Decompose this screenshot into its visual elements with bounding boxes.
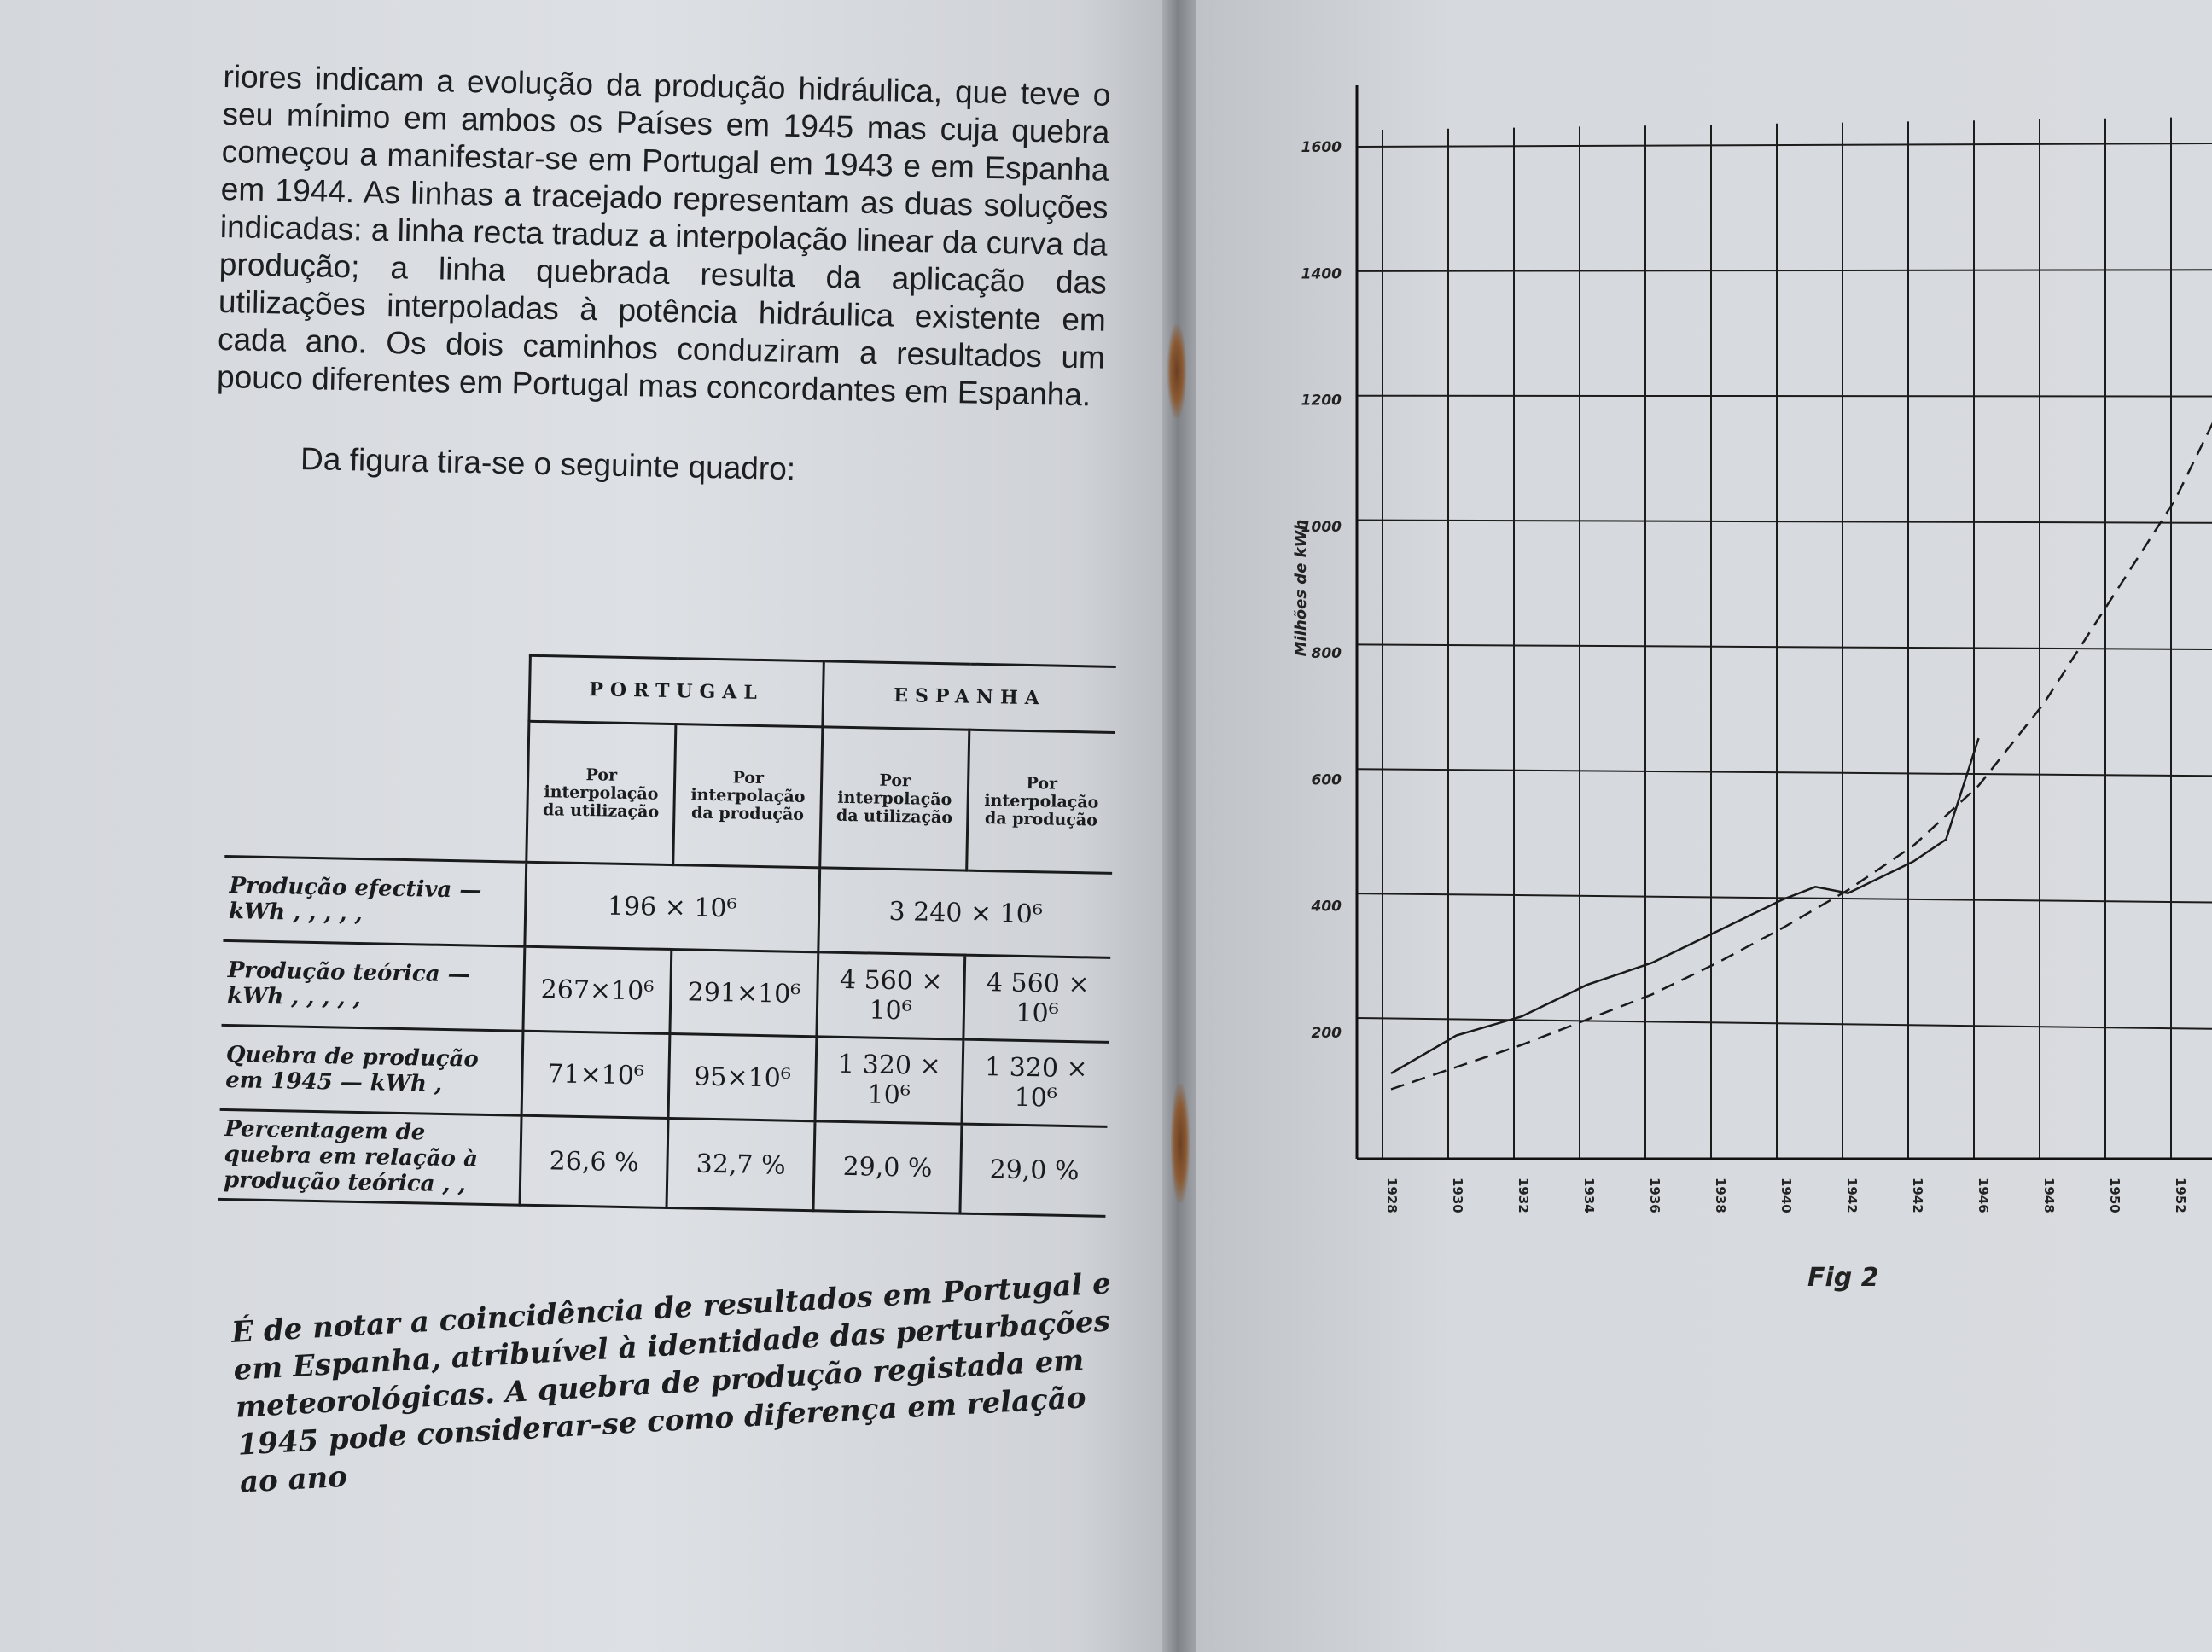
x-tick-label: 1934 — [1581, 1178, 1597, 1213]
binding-stitch-top — [1167, 324, 1186, 418]
table-row — [218, 1109, 1108, 1216]
y-tick-label: 1200 — [1301, 392, 1342, 410]
table-cell: 32,7 % — [667, 1118, 815, 1210]
table-cell: 71×10⁶ — [521, 1031, 670, 1118]
x-tick-label: 1952 — [2173, 1178, 2188, 1213]
x-tick-label: 1928 — [1384, 1178, 1400, 1213]
x-tick-label: 1938 — [1713, 1178, 1728, 1213]
y-tick-label: 400 — [1311, 898, 1342, 916]
y-tick-label: 1000 — [1301, 518, 1342, 536]
x-tick-label: 1948 — [2041, 1178, 2057, 1213]
body-text — [215, 58, 1111, 495]
x-tick-label: 1936 — [1647, 1178, 1662, 1213]
figure-caption: Fig 2 — [1807, 1263, 1879, 1293]
row-label: Quebra de produção em 1945 — kWh , — [220, 1025, 523, 1115]
table-cell: 4 560 × 10⁶ — [963, 955, 1110, 1042]
grid-line — [1357, 396, 2212, 397]
x-tick-label: 1942 — [1910, 1178, 1925, 1213]
paragraph-1: riores indicam a evolução da produção hidráulica, que teve o seu mínimo em ambos os Países em 1945 mas cuja quebra começou a manifestar-se em Portugal em 1943 e em Espanha em 1944. As linhas a tracejado representam as duas soluções indicadas: a linha recta traduz a interpolação linear da curva da produção; a linha quebrada resulta da aplicação das utilizações interpoladas à potência hidráulica existente em cada ano. Os dois caminhos conduziram a resultados um pouco diferentes em Portugal mas concordantes em Espanha. — [216, 58, 1111, 413]
row-label: Produção efectiva — kWh , , , , , — [223, 856, 526, 946]
table-corner — [224, 649, 530, 862]
table-cell: 196 × 10⁶ — [525, 862, 820, 952]
row-label: Percentagem de quebra em relação à produção teórica , , — [218, 1109, 521, 1205]
x-tick-label: 1932 — [1516, 1178, 1531, 1213]
grid-line — [1357, 769, 2212, 776]
header-portugal: PORTUGAL — [529, 655, 824, 727]
line-chart — [1196, 0, 2212, 1652]
binding-stitch-bottom — [1171, 1084, 1190, 1203]
row-label: Produção teórica — kWh , , , , , — [222, 940, 525, 1031]
x-tick-label: 1940 — [1778, 1178, 1794, 1213]
book-gutter — [1162, 0, 1196, 1652]
grid-line — [1357, 644, 2212, 649]
table-cell: 291×10⁶ — [670, 950, 818, 1037]
table-cell: 29,0 % — [813, 1121, 962, 1213]
grid-line — [1357, 521, 2212, 523]
y-tick-label: 200 — [1311, 1024, 1342, 1042]
grid-line — [1357, 270, 2212, 271]
y-tick-label: 800 — [1311, 645, 1342, 662]
y-axis-label: Milhões de kWh — [1292, 519, 1310, 657]
subheader-es-producao: Por interpolação da produção — [967, 730, 1115, 873]
paragraph-2: Da figura tira-se o seguinte quadro: — [300, 440, 796, 487]
y-tick-label: 1400 — [1301, 265, 1342, 283]
table-cell: 29,0 % — [960, 1124, 1107, 1216]
x-tick-label: 1946 — [1976, 1178, 1991, 1213]
header-espanha: ESPANHA — [823, 661, 1116, 733]
subheader-pt-utilizacao: Por interpolação da utilização — [527, 721, 676, 864]
y-tick-label: 600 — [1311, 771, 1342, 789]
table-cell: 3 240 × 10⁶ — [818, 868, 1112, 958]
table-cell: 26,6 % — [520, 1115, 668, 1207]
x-tick-label: 1942 — [1844, 1178, 1860, 1213]
subheader-pt-producao: Por interpolação da produção — [673, 724, 823, 868]
data-table — [218, 649, 1116, 1218]
table-cell: 95×10⁶ — [668, 1034, 817, 1121]
x-tick-label: 1950 — [2107, 1178, 2122, 1213]
grid-line — [1357, 143, 2212, 147]
table-cell: 4 560 × 10⁶ — [817, 952, 965, 1039]
table-cell: 1 320 × 10⁶ — [815, 1037, 963, 1124]
table-cell: 1 320 × 10⁶ — [962, 1039, 1109, 1126]
y-tick-label: 1600 — [1301, 139, 1342, 156]
series-line-solid — [1391, 738, 1979, 1073]
closing-paragraph: É de notar a coincidência de resultados em Portugal e em Espanha, atribuível à identidade das perturbações meteorológicas. A quebra de produção registada em 1945 pode considerar-se como diferença em relação ao ano — [230, 1266, 1112, 1500]
subheader-es-utilizacao: Por interpolação da utilização — [820, 727, 969, 870]
x-tick-label: 1930 — [1450, 1178, 1465, 1213]
table-cell: 267×10⁶ — [523, 946, 672, 1033]
